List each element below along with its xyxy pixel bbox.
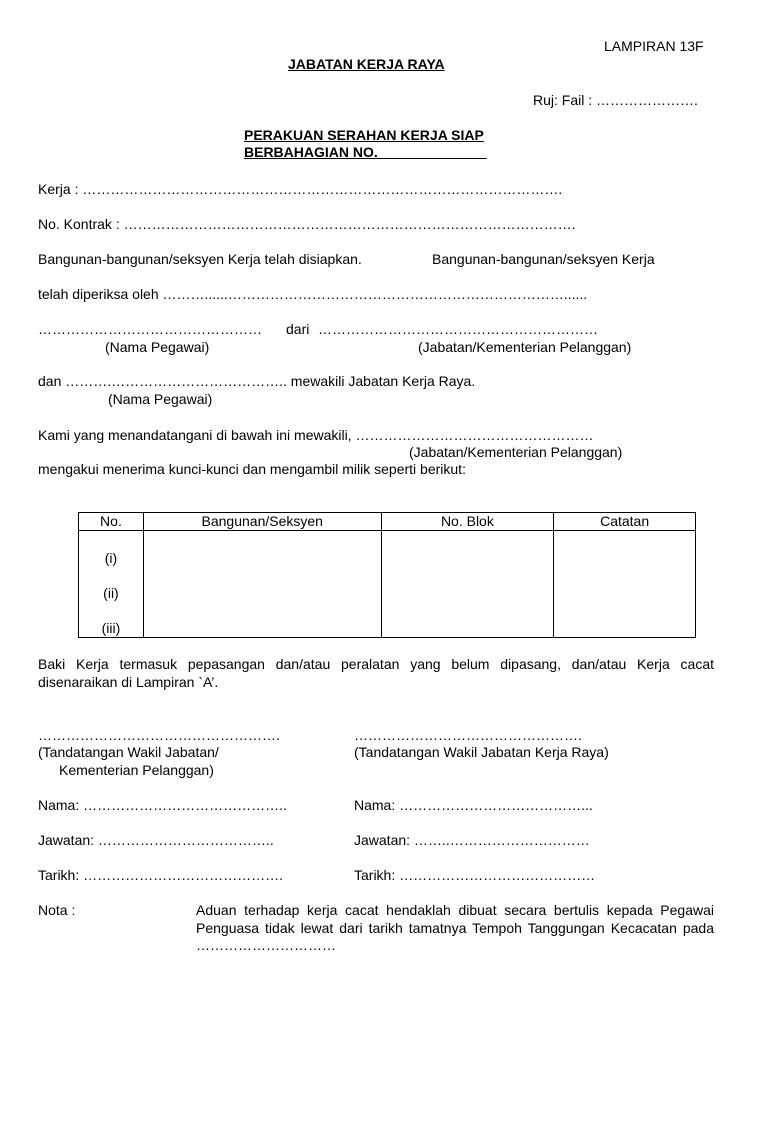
mengakui-line: mengakui menerima kunci-kunci dan mengambil milik seperti berikut: (38, 461, 466, 477)
column-header-blok: No. Blok (381, 513, 554, 531)
blok-cell[interactable] (381, 531, 554, 638)
bangunan-cell[interactable] (143, 531, 381, 638)
no-kontrak-field: No. Kontrak : ……………………………………………………………………………………. (38, 216, 576, 232)
left-signature-dots: ……………………………………………. (38, 727, 280, 743)
kami-line: Kami yang menandatangani di bawah ini mewakili, …………………………………………… (38, 427, 594, 443)
tarikh-left: Tarikh: ……………………………………. (38, 867, 284, 883)
lampiran-label: LAMPIRAN 13F (604, 38, 704, 54)
column-header-bangunan: Bangunan/Seksyen (143, 513, 381, 531)
row-number: (ii) (103, 585, 119, 601)
nama-right: Nama: …………………………………... (354, 797, 593, 813)
jawatan-right: Jawatan: ……..………………………… (354, 832, 590, 848)
jabatan-caption-2: (Jabatan/Kementerian Pelanggan) (409, 444, 623, 460)
row-numbers-cell (79, 531, 144, 638)
baki-paragraph: Baki Kerja termasuk pepasangan dan/atau peralatan yang belum dipasang, dan/atau Kerja cacat disenaraikan di Lampiran `A’. (38, 656, 714, 690)
nama-left: Nama: …………………………………….. (38, 797, 287, 813)
catatan-cell[interactable] (554, 531, 696, 638)
nama-pegawai-caption-2: (Nama Pegawai) (108, 391, 213, 407)
property-table (78, 512, 696, 638)
jabatan-caption: (Jabatan/Kementerian Pelanggan) (418, 339, 632, 355)
left-signature-label-1: (Tandatangan Wakil Jabatan/ (38, 744, 219, 760)
kerja-field: Kerja : …………………………………………………………………………………………. (38, 181, 563, 197)
body-line1-a: Bangunan-bangunan/seksyen Kerja telah disiapkan. (38, 251, 362, 267)
nota-label: Nota : (38, 902, 76, 918)
officer-name-dots: ………………………………………… (38, 321, 262, 337)
dari-label: dari (286, 321, 310, 337)
form-title-line1: PERAKUAN SERAHAN KERJA SIAP (244, 127, 484, 143)
nota-text: Aduan terhadap kerja cacat hendaklah dibuat secara bertulis kepada Pegawai Penguasa tidak lewat dari tarikh tamatnya Tempoh Tanggungan Kecacatan pada ………………………… (196, 902, 714, 953)
table-header-row (79, 513, 696, 531)
department-heading: JABATAN KERJA RAYA (288, 56, 445, 72)
column-header-catatan: Catatan (554, 513, 696, 531)
body-line1-b: Bangunan-bangunan/seksyen Kerja (432, 251, 655, 267)
left-signature-label-2: Kementerian Pelanggan) (59, 762, 214, 778)
body-line2: telah diperiksa oleh ………......………………………………………………………………...... (38, 286, 588, 302)
row-number: (iii) (101, 620, 121, 636)
table-row (79, 531, 696, 638)
right-signature-dots: …………………………………………. (354, 727, 582, 743)
form-title-line2: BERBAHAGIAN NO.______________ (244, 144, 487, 160)
jawatan-left: Jawatan: ……………………………….. (38, 832, 274, 848)
column-header-no: No. (79, 513, 144, 531)
dan-line: dan ……….……………………………….. mewakili Jabatan Kerja Raya. (38, 373, 476, 389)
row-number: (i) (104, 550, 118, 566)
reference-file: Ruj: Fail : …………………. (533, 92, 698, 108)
tarikh-right: Tarikh: …………………………………… (354, 867, 596, 883)
right-signature-label: (Tandatangan Wakil Jabatan Kerja Raya) (354, 744, 609, 760)
nama-pegawai-caption: (Nama Pegawai) (105, 339, 210, 355)
department-dots: …………………………………………………… (318, 321, 598, 337)
